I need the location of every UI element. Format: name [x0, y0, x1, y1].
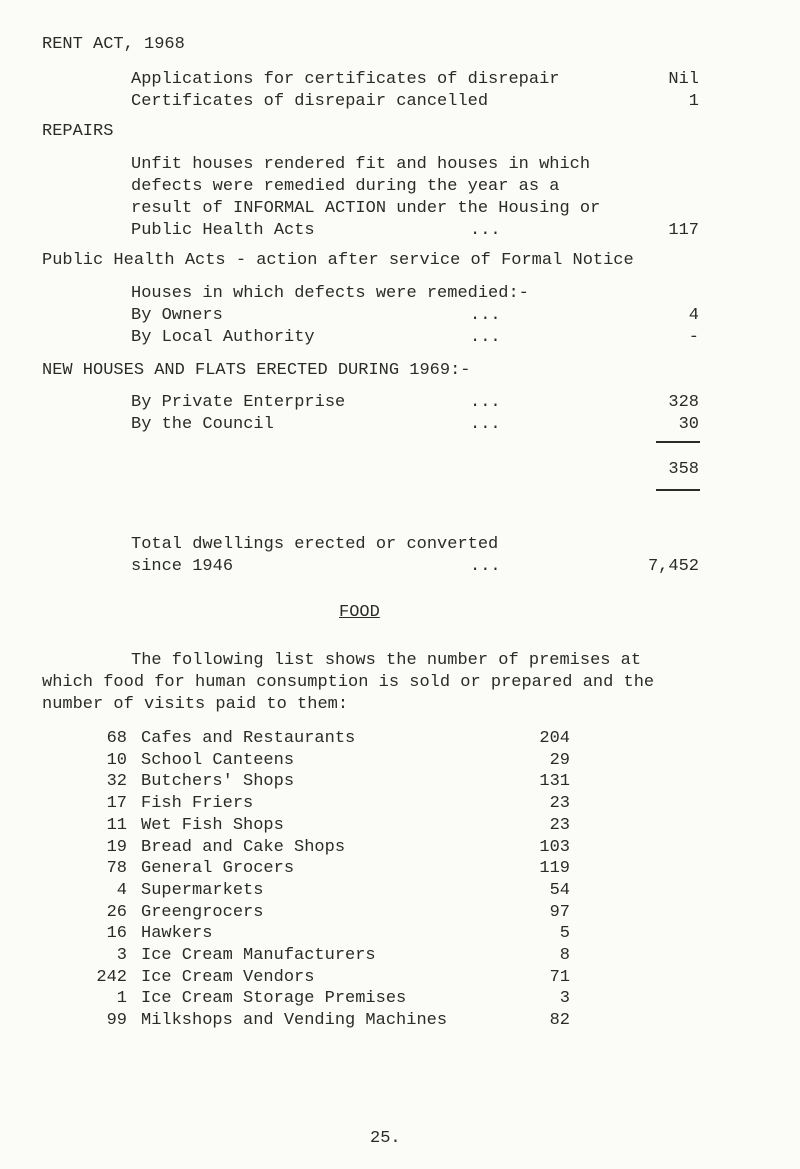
by-local-authority-dots: ...: [470, 328, 501, 347]
premises-visits: 204: [539, 729, 570, 748]
premises-type: Cafes and Restaurants: [141, 729, 356, 748]
premises-count: 242: [96, 968, 127, 987]
premises-visits: 23: [549, 816, 570, 835]
disrepair-cancelled-label: Certificates of disrepair cancelled: [131, 92, 489, 111]
council-dots: ...: [470, 415, 501, 434]
premises-count: 3: [116, 946, 127, 965]
premises-visits: 5: [559, 924, 570, 943]
premises-count: 11: [106, 816, 127, 835]
premises-visits: 82: [549, 1011, 570, 1030]
premises-type: Bread and Cake Shops: [141, 838, 346, 857]
disrepair-applications-value: Nil: [668, 70, 699, 89]
by-owners-value: 4: [688, 306, 699, 325]
by-local-authority-value: -: [688, 328, 699, 347]
subtotal-rule-top: [656, 441, 700, 443]
by-owners-dots: ...: [470, 306, 501, 325]
private-enterprise-label: By Private Enterprise: [131, 393, 346, 412]
premises-type: Wet Fish Shops: [141, 816, 284, 835]
premises-type: School Canteens: [141, 751, 295, 770]
premises-count: 32: [106, 772, 127, 791]
premises-type: Greengrocers: [141, 903, 264, 922]
public-health-subheading: Houses in which defects were remedied:-: [131, 284, 529, 303]
premises-count: 78: [106, 859, 127, 878]
premises-type: Ice Cream Storage Premises: [141, 989, 407, 1008]
premises-type: Supermarkets: [141, 881, 264, 900]
premises-visits: 23: [549, 794, 570, 813]
council-label: By the Council: [131, 415, 274, 434]
premises-count: 68: [106, 729, 127, 748]
total-dwellings-line: Total dwellings erected or converted: [131, 535, 499, 554]
premises-visits: 97: [549, 903, 570, 922]
premises-type: Fish Friers: [141, 794, 254, 813]
new-houses-heading: NEW HOUSES AND FLATS ERECTED DURING 1969:-: [42, 361, 471, 380]
premises-type: Ice Cream Vendors: [141, 968, 315, 987]
by-local-authority-label: By Local Authority: [131, 328, 315, 347]
repairs-last-label: Public Health Acts: [131, 221, 315, 240]
premises-type: Butchers' Shops: [141, 772, 295, 791]
premises-type: Milkshops and Vending Machines: [141, 1011, 448, 1030]
council-value: 30: [678, 415, 699, 434]
premises-count: 16: [106, 924, 127, 943]
since-1946-label: since 1946: [131, 557, 234, 576]
page-number: 25.: [370, 1129, 401, 1148]
repairs-text-line: result of INFORMAL ACTION under the Housing or: [131, 199, 601, 218]
disrepair-applications-label: Applications for certificates of disrepair: [131, 70, 560, 89]
premises-type: Hawkers: [141, 924, 213, 943]
premises-type: Ice Cream Manufacturers: [141, 946, 376, 965]
food-heading: FOOD: [339, 603, 380, 622]
premises-type: General Grocers: [141, 859, 295, 878]
new-houses-total: 358: [668, 460, 699, 479]
premises-count: 1: [116, 989, 127, 1008]
repairs-dots: ...: [470, 221, 501, 240]
premises-visits: 54: [549, 881, 570, 900]
rent-act-heading: RENT ACT, 1968: [42, 35, 185, 54]
by-owners-label: By Owners: [131, 306, 223, 325]
premises-count: 26: [106, 903, 127, 922]
premises-count: 19: [106, 838, 127, 857]
premises-visits: 71: [549, 968, 570, 987]
premises-count: 17: [106, 794, 127, 813]
food-intro-line: number of visits paid to them:: [42, 695, 349, 714]
food-intro-line: The following list shows the number of premises at: [131, 651, 642, 670]
disrepair-cancelled-value: 1: [688, 92, 699, 111]
since-1946-dots: ...: [470, 557, 501, 576]
premises-count: 10: [106, 751, 127, 770]
private-enterprise-value: 328: [668, 393, 699, 412]
premises-visits: 29: [549, 751, 570, 770]
premises-visits: 8: [559, 946, 570, 965]
repairs-value: 117: [668, 221, 699, 240]
repairs-heading: REPAIRS: [42, 122, 114, 141]
premises-visits: 119: [539, 859, 570, 878]
premises-visits: 131: [539, 772, 570, 791]
repairs-text-line: Unfit houses rendered fit and houses in which: [131, 155, 591, 174]
premises-visits: 103: [539, 838, 570, 857]
food-intro-line: which food for human consumption is sold or prepared and the: [42, 673, 655, 692]
repairs-text-line: defects were remedied during the year as a: [131, 177, 560, 196]
total-dwellings-value: 7,452: [647, 557, 699, 576]
premises-visits: 3: [559, 989, 570, 1008]
premises-count: 99: [106, 1011, 127, 1030]
private-enterprise-dots: ...: [470, 393, 501, 412]
public-health-heading: Public Health Acts - action after service of Formal Notice: [42, 251, 634, 270]
premises-count: 4: [116, 881, 127, 900]
subtotal-rule-bottom: [656, 489, 700, 491]
